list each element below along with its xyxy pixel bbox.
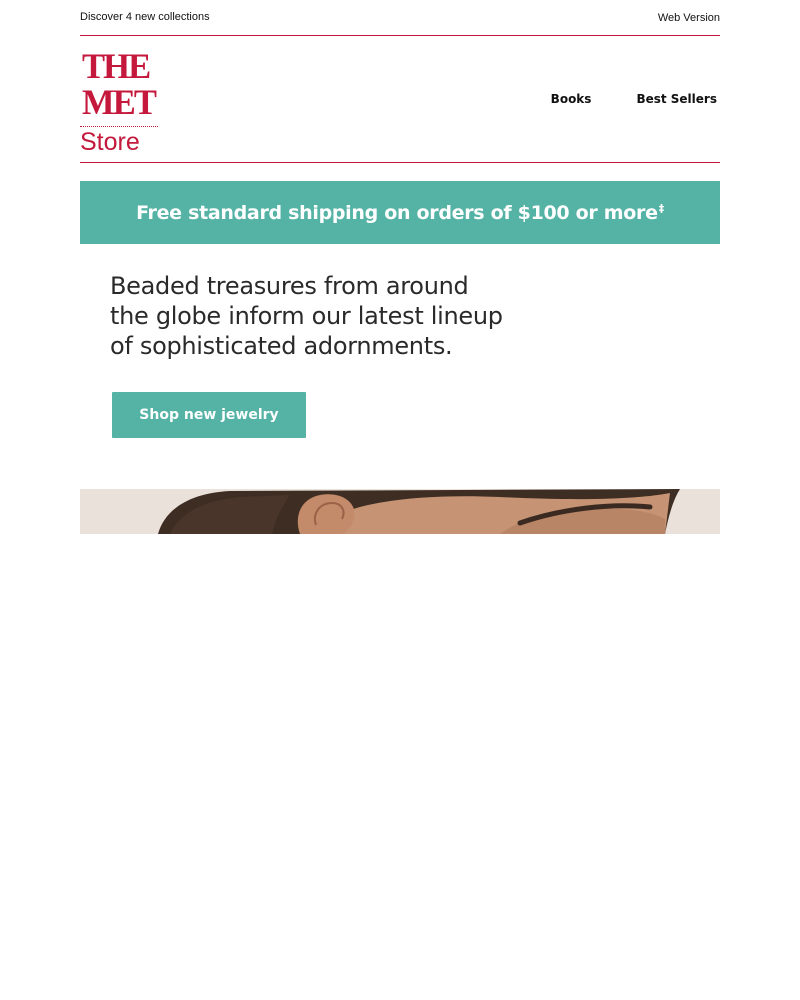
top-utility-bar <box>80 0 720 36</box>
header <box>80 36 720 163</box>
footnote-marker: ‡ <box>658 202 664 215</box>
intro-line-1: Beaded treasures from around <box>110 272 469 300</box>
free-shipping-text: Free standard shipping on orders of $100 or more <box>136 201 658 224</box>
intro-line-3: of sophisticated adornments. <box>110 332 453 360</box>
logo-met: MET <box>82 82 155 122</box>
intro-line-2: the globe inform our latest lineup <box>110 302 503 330</box>
met-store-logo[interactable] <box>80 46 160 156</box>
web-version-link[interactable]: Web Version <box>657 11 720 24</box>
discover-collections-link[interactable]: Discover 4 new collections <box>80 10 210 23</box>
nav-item-best-sellers[interactable]: Best Sellers <box>636 92 717 106</box>
header-nav <box>551 92 717 106</box>
hero-photo-crop <box>80 489 720 534</box>
logo-divider <box>80 126 158 127</box>
logo-the: THE <box>82 46 150 86</box>
hero-image[interactable] <box>80 489 720 534</box>
logo-store: Store <box>80 128 140 156</box>
intro-copy <box>110 271 530 361</box>
shop-new-jewelry-button[interactable]: Shop new jewelry <box>112 392 306 438</box>
free-shipping-banner[interactable] <box>80 181 720 244</box>
nav-item-books[interactable]: Books <box>550 92 592 106</box>
